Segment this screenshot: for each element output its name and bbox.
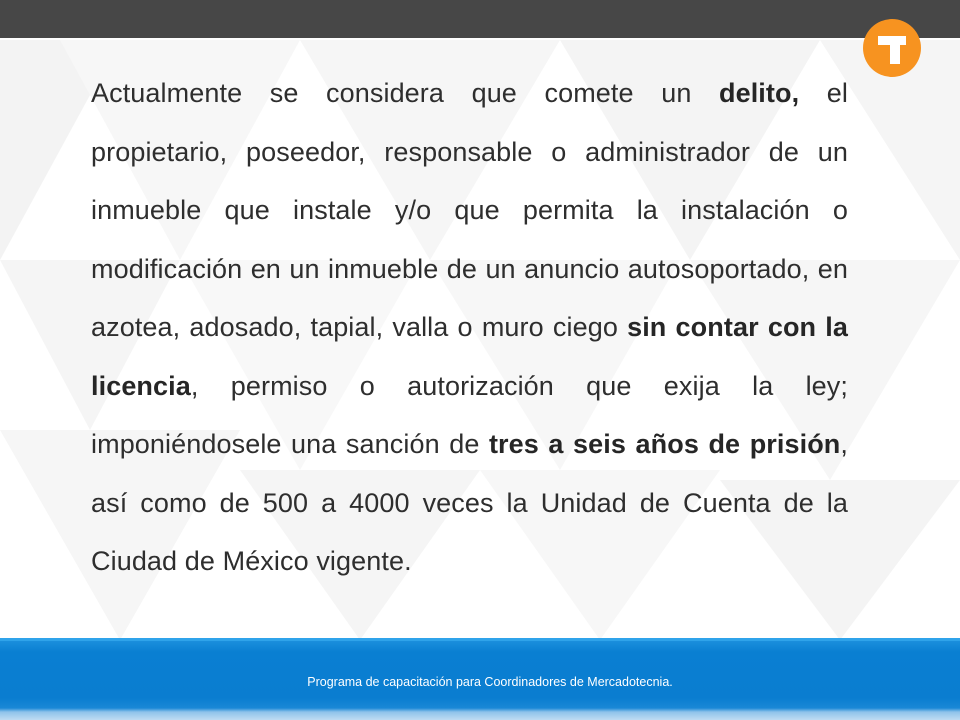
top-bar [0, 0, 960, 38]
text-run: , permiso o autorización que exija la ley; imponiéndosele una sanción de [91, 370, 848, 459]
bold-sin-licencia: sin contar con la licencia [91, 312, 848, 401]
text-run: el propietario, poseedor, responsable o administrador de un inmueble que instale y/o que permita la instalación o modificación en un inmueble de un anuncio autosoportado, en azotea, adosado, tapial, valla o muro ciego [91, 78, 848, 342]
footer-caption: Programa de capacitación para Coordinadores de Mercadotecnia. [307, 675, 673, 689]
bold-prision: tres a seis años de prisión [488, 429, 841, 459]
text-run: Actualmente se considera que comete un [91, 78, 719, 108]
body-paragraph [91, 64, 848, 591]
bold-delito: delito, [719, 78, 800, 108]
text-run: , así como de 500 a 4000 veces la Unidad de Cuenta de la Ciudad de México vigente. [91, 429, 849, 576]
brand-logo-icon [862, 18, 922, 78]
footer-highlight-line [0, 638, 960, 641]
